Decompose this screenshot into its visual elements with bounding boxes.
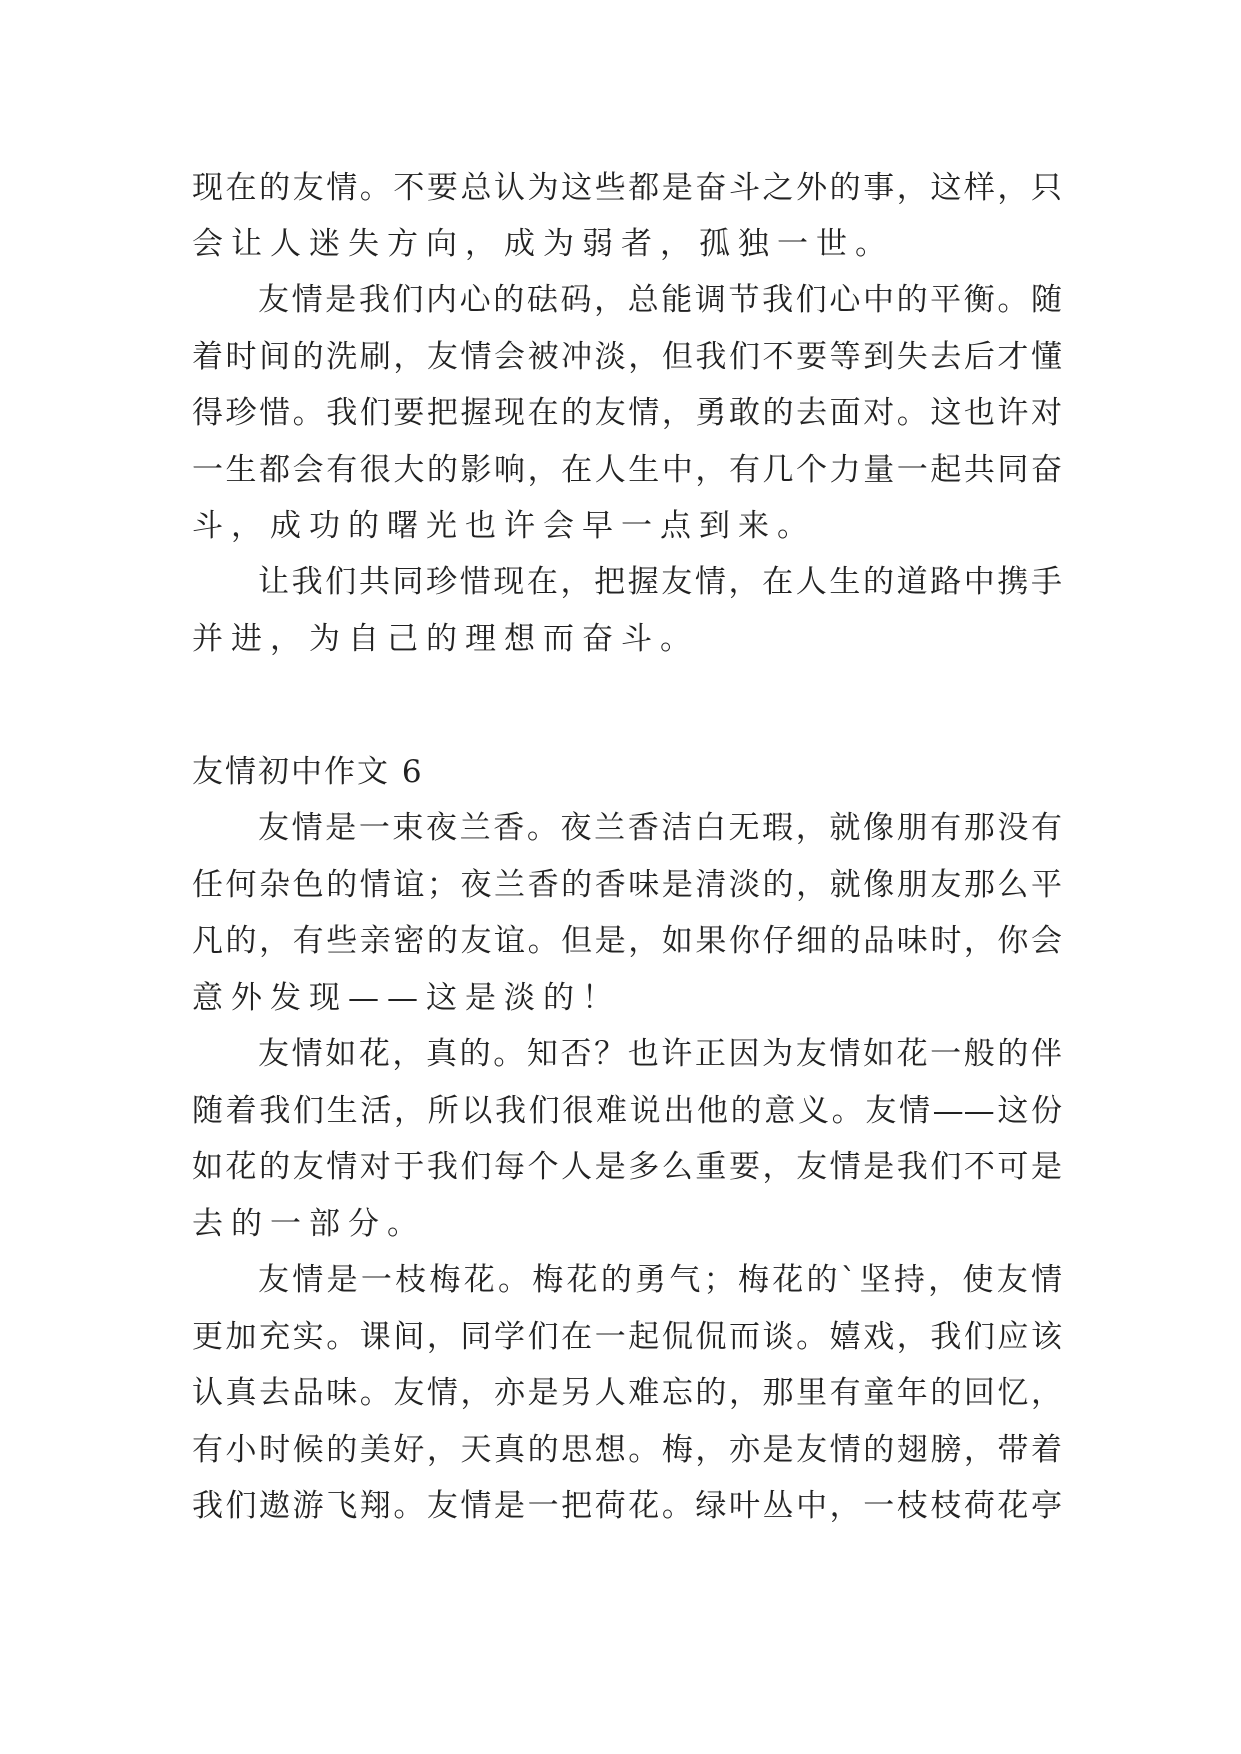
paragraph-start-line: 友情是我们内心的砝码，总能调节我们心中的平衡。随	[258, 282, 1062, 318]
text-line: 现在的友情。不要总认为这些都是奋斗之外的事，这样，只	[192, 170, 1062, 206]
text-line: 得珍惜。我们要把握现在的友情，勇敢的去面对。这也许对	[192, 395, 1062, 431]
paragraph-start-line: 友情是一枝梅花。梅花的勇气；梅花的`坚持，使友情	[258, 1262, 1062, 1298]
section-heading: 友情初中作文 6	[192, 754, 424, 790]
text-line: 认真去品味。友情，亦是另人难忘的，那里有童年的回忆，	[192, 1375, 1062, 1411]
text-line: 凡的，有些亲密的友谊。但是，如果你仔细的品味时，你会	[192, 923, 1062, 959]
text-line: 如花的友情对于我们每个人是多么重要，友情是我们不可是	[192, 1149, 1062, 1185]
paragraph-start-line: 让我们共同珍惜现在，把握友情，在人生的道路中携手	[258, 564, 1062, 600]
text-line: 我们遨游飞翔。友情是一把荷花。绿叶丛中，一枝枝荷花亭	[192, 1488, 1062, 1524]
text-line: 意外发现——这是淡的！	[192, 980, 621, 1016]
text-line: 着时间的洗刷，友情会被冲淡，但我们不要等到失去后才懂	[192, 339, 1062, 375]
text-line: 任何杂色的情谊；夜兰香的香味是清淡的，就像朋友那么平	[192, 867, 1062, 903]
text-line: 去的一部分。	[192, 1206, 426, 1242]
text-line: 斗，成功的曙光也许会早一点到来。	[192, 508, 816, 544]
text-line: 并进，为自己的理想而奋斗。	[192, 621, 699, 657]
paragraph-start-line: 友情如花，真的。知否？也许正因为友情如花一般的伴	[258, 1036, 1062, 1072]
text-line: 随着我们生活，所以我们很难说出他的意义。友情——这份	[192, 1093, 1062, 1129]
text-line: 一生都会有很大的影响，在人生中，有几个力量一起共同奋	[192, 452, 1062, 488]
text-line: 有小时候的美好，天真的思想。梅，亦是友情的翅膀，带着	[192, 1432, 1062, 1468]
text-line: 更加充实。课间，同学们在一起侃侃而谈。嬉戏，我们应该	[192, 1319, 1062, 1355]
paragraph-start-line: 友情是一束夜兰香。夜兰香洁白无瑕，就像朋有那没有	[258, 810, 1062, 846]
text-line: 会让人迷失方向，成为弱者，孤独一世。	[192, 226, 894, 262]
